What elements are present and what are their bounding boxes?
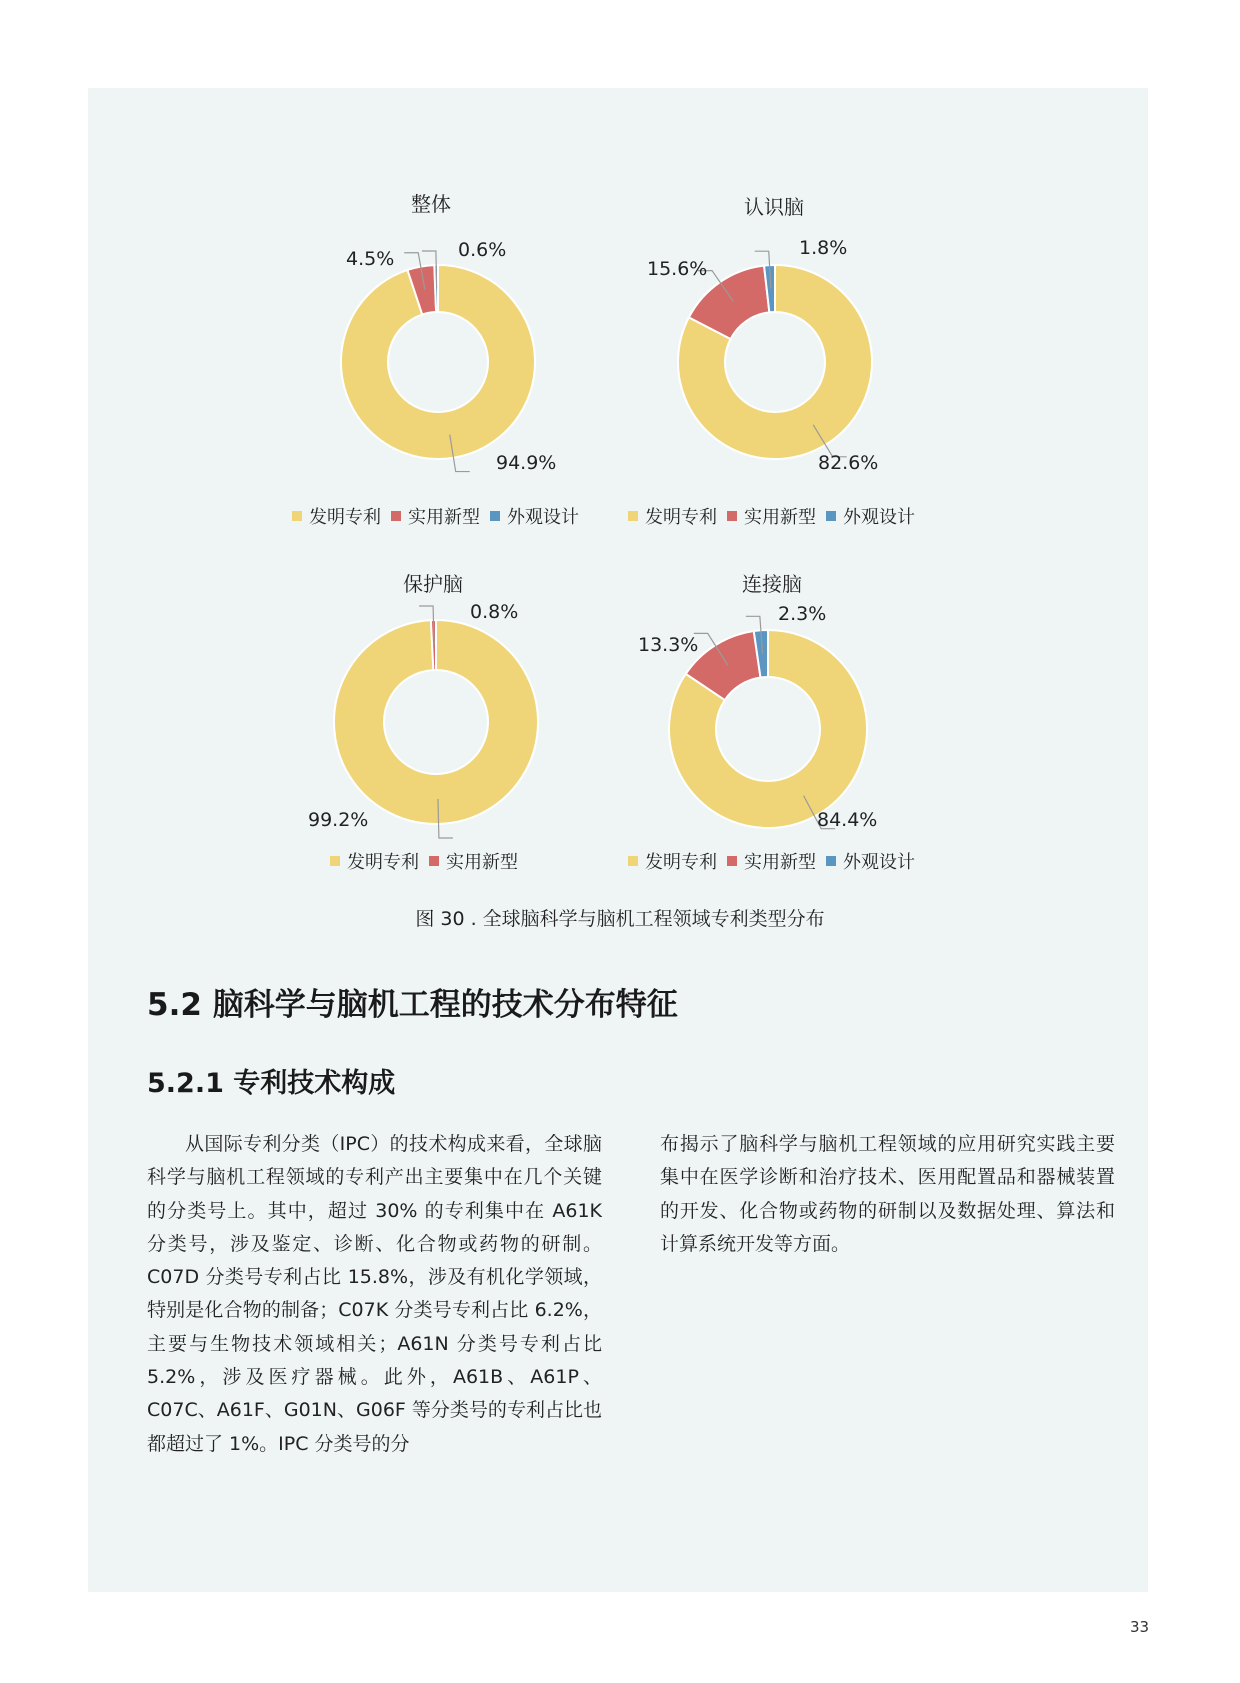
- legend-item-invention: 发明专利: [628, 503, 717, 529]
- legend-item-invention: 发明专利: [330, 848, 419, 874]
- slice-label-invention: 99.2%: [308, 809, 369, 831]
- figure-caption: 图 30 . 全球脑科学与脑机工程领域专利类型分布: [415, 908, 825, 930]
- slice-label-design: 2.3%: [778, 603, 827, 625]
- legend-item-utility: 实用新型: [429, 848, 518, 874]
- subsection-heading: 5.2.1 专利技术构成: [147, 1068, 396, 1099]
- slice-label-invention: 84.4%: [817, 809, 878, 831]
- chart-title: 认识脑: [744, 195, 804, 219]
- legend-item-design: 外观设计: [490, 503, 579, 529]
- chart-title: 保护脑: [403, 572, 463, 596]
- page-number: 33: [1130, 1618, 1150, 1636]
- slice-label-design: 0.6%: [458, 239, 507, 261]
- section-heading: 5.2 脑科学与脑机工程的技术分布特征: [147, 987, 678, 1023]
- legend-item-utility: 实用新型: [727, 503, 816, 529]
- slice-label-invention: 82.6%: [818, 452, 879, 474]
- slice-label-utility: 13.3%: [638, 634, 699, 656]
- legend-item-design: 外观设计: [826, 848, 915, 874]
- slice-label-invention: 94.9%: [496, 452, 557, 474]
- body-text-left: 从国际专利分类（IPC）的技术构成来看，全球脑科学与脑机工程领域的专利产出主要集中在几个关键的分类号上。其中，超过 30% 的专利集中在 A61K 分类号，涉及鉴定、诊断、化合物或药物的研制。C07D 分类号专利占比 15.8%，涉及有机化学领域，特别是化合物的制备；C07K 分类号专利占比 6.2%，主要与生物技术领域相关；A61N 分类号专利占比 5.2%，涉及医疗器械。此外，A61B、A61P、C07C、A61F、G01N、G06F 等分类号的专利占比也都超过了 1%。IPC 分类号的分: [147, 1133, 602, 1455]
- legend-item-utility: 实用新型: [727, 848, 816, 874]
- legend-item-utility: 实用新型: [391, 503, 480, 529]
- slice-label-utility: 15.6%: [647, 258, 708, 280]
- chart-title: 整体: [411, 192, 451, 216]
- chart-title: 连接脑: [742, 572, 802, 596]
- chart-legend: [628, 848, 925, 874]
- slice-label-utility: 0.8%: [470, 601, 519, 623]
- slice-label-design: 1.8%: [799, 237, 848, 259]
- legend-item-invention: 发明专利: [628, 848, 717, 874]
- legend-item-design: 外观设计: [826, 503, 915, 529]
- legend-item-invention: 发明专利: [292, 503, 381, 529]
- body-text-right: 布揭示了脑科学与脑机工程领域的应用研究实践主要集中在医学诊断和治疗技术、医用配置品和器械装置的开发、化合物或药物的研制以及数据处理、算法和计算系统开发等方面。: [660, 1133, 1115, 1255]
- slice-label-utility: 4.5%: [346, 248, 395, 270]
